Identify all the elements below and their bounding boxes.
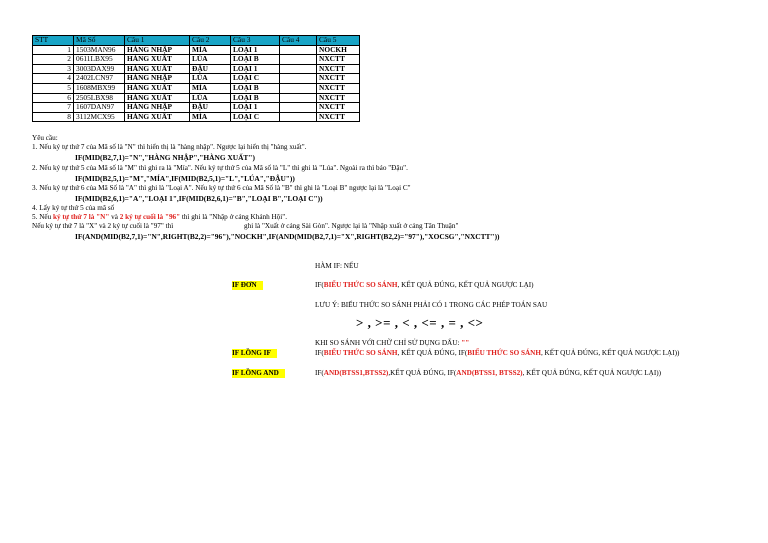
if-and-condition-1: AND(BTSS1,BTSS2) (323, 369, 389, 377)
table-cell[interactable]: 0611LBX95 (74, 55, 125, 65)
table-row (33, 83, 360, 93)
table-cell[interactable]: LOẠI 1 (231, 103, 280, 113)
table-cell[interactable]: 1608MBX99 (74, 83, 125, 93)
if-and-syntax (315, 369, 661, 378)
formula-3: IF(MID(B2,6,1)="A","LOẠI 1",IF(MID(B2,6,1)="B","LOẠI B","LOẠI C")) (75, 194, 323, 203)
note-luu-y: LƯU Ý: BIỂU THỨC SO SÁNH PHẢI CÓ 1 TRONG CÁC PHÉP TOÁN SAU (315, 301, 548, 309)
table-cell[interactable]: HÀNG XUẤT (125, 83, 190, 93)
if-don-label: IF ĐƠN (232, 281, 263, 290)
table-cell[interactable]: LOẠI B (231, 83, 280, 93)
header-cell[interactable]: Câu 1 (125, 36, 190, 46)
table-row (33, 55, 360, 65)
table-cell[interactable]: 8 (33, 112, 74, 122)
if-don-syntax (315, 281, 534, 290)
table-cell[interactable]: LOẠI B (231, 55, 280, 65)
table-cell[interactable]: LÚA (190, 74, 231, 84)
operators: > , >= , < , <= , = , <> (356, 315, 484, 330)
requirement-5-highlight-2: 2 ký tự cuối là "96" (119, 213, 181, 221)
requirement-5-mid: và (109, 213, 120, 221)
requirement-4: 4. Lấy ký tự thứ 5 của mã số (32, 204, 115, 212)
table-cell[interactable]: 6 (33, 93, 74, 103)
table-cell[interactable]: HÀNG XUẤT (125, 112, 190, 122)
table-cell[interactable]: NXCTT (317, 64, 360, 74)
table-cell[interactable]: HÀNG XUẤT (125, 55, 190, 65)
note-khi-so-sanh-text: KHI SO SÁNH VỚI CHỮ CHỈ SỬ DỤNG DẤU: (315, 339, 460, 347)
formula-5: IF(AND(MID(B2,7,1)="N",RIGHT(B2,2)="96"),"NOCKH",IF(AND(MID(B2,7,1)="X",RIGHT(B2,2)="97"),"XOCSG","NXCTT")) (75, 232, 500, 241)
requirement-5-highlight: ký tự thứ 7 là "N" (52, 213, 110, 221)
table-cell[interactable]: NXCTT (317, 112, 360, 122)
if-and-pre: IF( (315, 369, 324, 377)
table-cell[interactable]: 2505LBX98 (74, 93, 125, 103)
table-row (33, 112, 360, 122)
table-cell[interactable]: LOẠI C (231, 112, 280, 122)
if-long-mid: , KẾT QUẢ ĐÚNG, IF( (397, 349, 468, 357)
header-cell[interactable]: Câu 3 (231, 36, 280, 46)
table-cell[interactable]: NOCKH (317, 45, 360, 55)
if-don-pre: IF( (315, 281, 324, 289)
requirement-3: 3. Nếu ký tự thứ 6 của Mã Số là "A" thì ghi là "Loại A". Nếu ký tự thứ 6 của Mã Số là "B" thì ghi là "Loại B" ngược lại là "Loại C" (32, 184, 411, 192)
table-cell[interactable]: 3 (33, 64, 74, 74)
formula-1: IF(MID(B2,7,1)="N","HÀNG NHẬP","HÀNG XUẤT") (75, 153, 255, 162)
table-cell[interactable]: 2402LCN97 (74, 74, 125, 84)
table-cell[interactable]: 1 (33, 45, 74, 55)
table-cell[interactable]: LÚA (190, 55, 231, 65)
table-cell[interactable]: MÌA (190, 45, 231, 55)
table-cell[interactable]: 3003DAX99 (74, 64, 125, 74)
requirement-1: 1. Nếu ký tự thứ 7 của Mã số là "N" thì hiển thị là "hàng nhập". Ngược lại hiển thị "hàng xuất". (32, 143, 307, 151)
table-cell[interactable]: HÀNG NHẬP (125, 74, 190, 84)
table-cell[interactable]: NXCTT (317, 93, 360, 103)
table-cell[interactable] (280, 112, 317, 122)
table-cell[interactable]: ĐẬU (190, 103, 231, 113)
table-cell[interactable] (280, 103, 317, 113)
table-cell[interactable]: LOẠI 1 (231, 45, 280, 55)
note-khi-so-sanh (315, 339, 469, 348)
if-long-syntax (315, 349, 679, 358)
requirement-5-post: thì ghi là "Nhập ở cảng Khánh Hội". (180, 213, 288, 221)
requirement-5 (32, 213, 287, 222)
header-cell[interactable]: STT (33, 36, 74, 46)
header-cell[interactable]: Câu 4 (280, 36, 317, 46)
table-cell[interactable]: 1607DAN97 (74, 103, 125, 113)
table-cell[interactable]: 4 (33, 74, 74, 84)
note-quote-marks: "" (461, 339, 470, 347)
header-cell[interactable]: Câu 2 (190, 36, 231, 46)
requirements-heading: Yêu cầu: (32, 134, 58, 142)
table-cell[interactable] (280, 83, 317, 93)
if-and-label: IF LỒNG AND (232, 369, 285, 378)
data-table (32, 35, 360, 122)
table-cell[interactable]: MÌA (190, 83, 231, 93)
table-row (33, 103, 360, 113)
table-cell[interactable]: ĐẬU (190, 64, 231, 74)
requirement-5b-b: ghi là "Xuất ở cảng Sài Gòn". Ngược lại là "Nhập xuất ở cảng Tân Thuận" (244, 222, 459, 230)
table-cell[interactable]: HÀNG NHẬP (125, 103, 190, 113)
table-cell[interactable] (280, 93, 317, 103)
table-cell[interactable]: 3112MCX95 (74, 112, 125, 122)
if-long-label: IF LỒNG IF (232, 349, 277, 358)
header-cell[interactable]: Câu 5 (317, 36, 360, 46)
table-cell[interactable]: MÌA (190, 112, 231, 122)
table-cell[interactable] (280, 55, 317, 65)
table-cell[interactable]: NXCTT (317, 83, 360, 93)
if-long-condition-1: BIỂU THỨC SO SÁNH (323, 349, 398, 357)
table-cell[interactable]: NXCTT (317, 103, 360, 113)
if-and-mid: ,KẾT QUẢ ĐÚNG, IF( (388, 369, 457, 377)
if-long-condition-2: BIỂU THỨC SO SÁNH (467, 349, 541, 357)
table-cell[interactable] (280, 74, 317, 84)
if-don-post: , KẾT QUẢ ĐÚNG, KẾT QUẢ NGƯỢC LẠI) (397, 281, 534, 289)
table-cell[interactable] (280, 64, 317, 74)
table-cell[interactable]: 7 (33, 103, 74, 113)
table-cell[interactable]: HÀNG XUẤT (125, 93, 190, 103)
table-cell[interactable]: LOẠI B (231, 93, 280, 103)
table-cell[interactable]: LÚA (190, 93, 231, 103)
if-long-post: , KẾT QUẢ ĐÚNG, KẾT QUẢ NGƯỢC LẠI)) (540, 349, 680, 357)
if-title: HÀM IF: NẾU (315, 262, 359, 270)
header-cell[interactable]: Mã Số (74, 36, 125, 46)
requirement-2: 2. Nếu ký tự thứ 5 của Mã số là "M" thì ghi ra là "Mía". Nếu ký tự thứ 5 của Mã số là "L" thì ghi là "Lúa". Ngoài ra thì báo "Đậu". (32, 164, 408, 172)
table-cell[interactable]: NXCTT (317, 74, 360, 84)
table-cell[interactable]: NXCTT (317, 55, 360, 65)
table-cell[interactable]: 1503MAN96 (74, 45, 125, 55)
requirement-5b-a: Nếu ký tự thứ 7 là "X" và 2 ký tự cuối là "97" thì (32, 222, 174, 230)
if-long-pre: IF( (315, 349, 324, 357)
if-and-condition-2: AND(BTSS1, BTSS2) (456, 369, 523, 377)
table-cell[interactable]: LOẠI 1 (231, 64, 280, 74)
table-cell[interactable]: LOẠI C (231, 74, 280, 84)
table-cell[interactable]: HÀNG NHẬP (125, 45, 190, 55)
table-cell[interactable]: HÀNG XUẤT (125, 64, 190, 74)
requirement-5-pre: 5. Nếu (32, 213, 53, 221)
if-don-condition: BIỂU THỨC SO SÁNH (323, 281, 398, 289)
formula-2: IF(MID(B2,5,1)="M","MÍA",IF(MID(B2,5,1)="L","LÚA","ĐẬU")) (75, 174, 295, 183)
table-cell[interactable] (280, 45, 317, 55)
table-cell[interactable]: 2 (33, 55, 74, 65)
table-header-row (33, 36, 360, 46)
if-and-post: , KẾT QUẢ ĐÚNG, KẾT QUẢ NGƯỢC LẠI)) (522, 369, 662, 377)
table-cell[interactable]: 5 (33, 83, 74, 93)
